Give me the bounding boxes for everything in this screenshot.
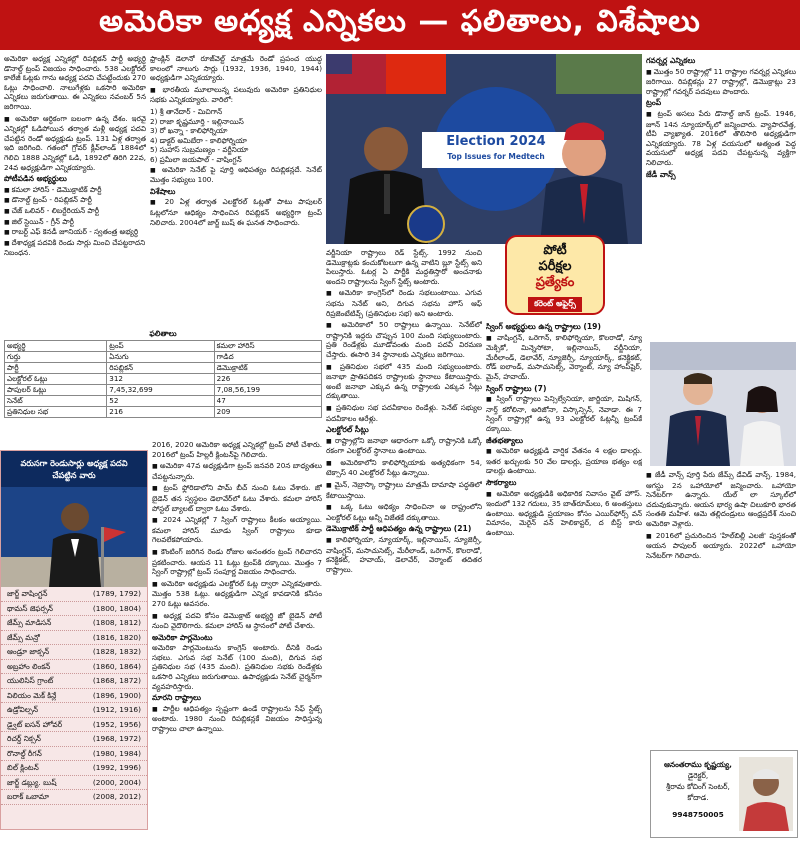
president-name: జేమ్స్ మాడిసన్ bbox=[7, 618, 52, 627]
candidate-item: ■ కమలా హారిస్ - డెమొక్రాటిక్ పార్టీ bbox=[4, 185, 146, 196]
president-name: డ్వైట్ ఐసన్ హోవర్ bbox=[7, 719, 63, 729]
candidate-item: ■ చేజ్ ఒలివర్ - లిబర్టేరియన్ పార్టీ bbox=[4, 206, 146, 217]
column-5b bbox=[646, 470, 796, 746]
candidate-item: ■ డొనాల్డ్ ట్రంప్ - రిపబ్లికన్ పార్టీ bbox=[4, 195, 146, 206]
table-cell: పార్టీ bbox=[5, 362, 107, 373]
table-cell: 47 bbox=[214, 395, 321, 406]
table-cell: గుర్తు bbox=[5, 351, 107, 362]
president-name: బిల్ క్లింటన్ bbox=[7, 763, 39, 772]
list-item: 3) రో ఖన్నా - కాలిఫోర్నియా bbox=[150, 126, 228, 136]
paragraph: ■ అమెరికా అధ్యక్షుడి వార్షిక వేతనం 4 లక్షల డాలర్లు. ఇతర ఖర్చులకు 50 వేల డాలర్లు, ప్రయాణ భత్యం లక్ష డాలర్లు ఉంటాయి. bbox=[486, 446, 642, 476]
photo-caption-subtitle: Top Issues for Medtech bbox=[447, 152, 545, 161]
parliament-heading: అమెరికా పార్లమెంటు bbox=[152, 632, 213, 642]
president-years: (1800, 1804) bbox=[92, 603, 141, 613]
headline-banner bbox=[0, 0, 800, 50]
table-cell: 216 bbox=[107, 406, 214, 417]
table-header-cell: కమలా హారిస్ bbox=[214, 340, 321, 351]
president-name: ఆండ్రూ జాక్సన్ bbox=[7, 647, 50, 656]
candidate-item: ■ రాబర్ట్ ఎఫ్ కెనడీ జూనియర్ - స్వతంత్ర అభ్యర్థి bbox=[4, 227, 146, 238]
results-table-block bbox=[4, 326, 322, 438]
president-item bbox=[1, 747, 147, 762]
table-row bbox=[5, 351, 322, 362]
photo-caption-title: Election 2024 bbox=[446, 134, 546, 149]
paragraph: ■ వాషింగ్టన్, ఒరెగాన్, కాలిఫోర్నియా, కొలరాడో, న్యూ మెక్సికో, మిన్నెసోటా, ఇల్లినాయిస్, వర్జీనియా, మేరీలాండ్, డెలావేర్, న్యూజెర్సీ, న్యూయార్క్, కనెక్టికట్, రోడ్ ఐలాండ్, మసాచుసెట్స్, వెర్మాంట్, న్యూ హాంప్‌షైర్, మైన్, హవాయ్. bbox=[486, 333, 642, 382]
list-item: 5) సుహాస్ సుబ్రమణ్యం - వర్జీనియా bbox=[150, 145, 249, 155]
paragraph: వర్జీనియా రాష్ట్రాలు రెడ్ స్టేట్స్. 1992 నుంచి డెమొక్రాట్లకు కంచుకోటలుగా ఉన్న వాటిని బ్లూ స్టేట్స్ అని పిలుస్తారు. ఓటర్ల ఏ పార్టీకి మద్దతిస్తారో అంచనాకు అందని రాష్ట్రాలను స్వింగ్ స్టేట్స్ అంటారు. bbox=[326, 248, 482, 286]
president-item bbox=[1, 703, 147, 718]
table-cell: డెమొక్రాటిక్ bbox=[214, 362, 321, 373]
column-3 bbox=[326, 248, 482, 836]
paragraph: ■ కౌంటింగ్ జరిగిన రెండు రోజుల అనంతరం ట్రంప్ గెలిచారని ప్రకటించారు. ఆయన 11 ఓట్లు ట్రంప్‌కి దక్కాయి. మొత్తం 7 స్వింగ్ రాష్ట్రాల్లో ట్రంప్ సంపూర్ణ విజయం సాధించారు. bbox=[152, 547, 322, 577]
column-1 bbox=[4, 54, 146, 324]
badge-line-1: పోటీ bbox=[543, 243, 567, 258]
paragraph: ■ భారతీయ మూలాలున్న పలువురు అమెరికా ప్రతినిధుల సభకు ఎన్నికయ్యారు. వారిలో: bbox=[150, 85, 322, 105]
author-text bbox=[657, 759, 739, 820]
paragraph: ■ అమెరికా 47వ అధ్యక్షుడిగా ట్రంప్ జనవరి 20న బాధ్యతలు చేపట్టనున్నారు. bbox=[152, 461, 322, 481]
table-row bbox=[5, 362, 322, 373]
intro-paragraph: ■ అమెరికా ఆర్థికంగా బలంగా ఉన్న దేశం. ఇరవై ఎన్నికల్లో ఓడిపోయిన తర్వాత మళ్లీ అధ్యక్ష పదవి చేపట్టిన రెండో అధ్యక్షుడు ట్రంప్. 131 ఏళ్ల తర్వాత ఇది జరిగింది. గతంలో గ్రోవర్ క్లీవ్‌లాండ్ 1884లో గెలిచి 1888 ఎన్నికల్లో ఓడి, 1892లో తిరిగి 22వ, 24వ అధ్యక్షుడిగా ఎన్నికయ్యారు. bbox=[4, 114, 146, 173]
table-cell: 7,45,32,699 bbox=[107, 384, 214, 395]
two-term-presidents-box bbox=[0, 450, 148, 830]
table-cell: గాడిద bbox=[214, 351, 321, 362]
author-role: డైరెక్టర్, bbox=[687, 771, 709, 780]
president-item bbox=[1, 674, 147, 689]
paragraph: ■ స్వింగ్ రాష్ట్రాలు పెన్సిల్వేనియా, జార్జియా, మిషిగన్, నార్త్ కరోలినా, అరిజోనా, విస్కాన్సిన్, నెవాడా. ఈ 7 స్వింగ్ రాష్ట్రాల్లో ఉన్న 93 ఎలక్టోరల్ ఓట్లన్నీ ట్రంప్‌కే దక్కాయి. bbox=[486, 394, 642, 433]
president-years: (1789, 1792) bbox=[92, 589, 141, 598]
paragraph: ■ కాలిఫోర్నియా, న్యూయార్క్, ఇల్లినాయిస్, న్యూజెర్సీ, వాషింగ్టన్, మసాచుసెట్స్, మేరీలాండ్, ఒరెగాన్, కొలరాడో, కనెక్టికట్, హవాయ్, డెలావేర్, వెర్మాంట్ తదితర రాష్ట్రాలు. bbox=[326, 535, 482, 574]
safe-states-paragraph: ■ పార్టీల ఆధిపత్యం స్పష్టంగా ఉండే రాష్ట్రాలను సేఫ్ స్టేట్స్ అంటారు. 1980 నుంచి రిపబ్లికన్లకే విజయం సాధిస్తున్న రాష్ట్రాలు చాలా ఉన్నాయి. bbox=[152, 704, 322, 734]
section-heading: సౌకర్యాలు bbox=[486, 477, 517, 487]
column-5 bbox=[646, 54, 796, 339]
democratic-states-heading: డెమొక్రాటిక్ పార్టీ ఆధిపత్యం ఉన్న రాష్ట్రాలు (21) bbox=[326, 524, 472, 534]
intro-paragraph: అమెరికా అధ్యక్ష ఎన్నికల్లో రిపబ్లికన్ పార్టీ అభ్యర్థి డొనాల్డ్ ట్రంప్ విజయం సాధించారు. 538 ఎలక్టోరల్ కాలేజీ ఓట్లకు గాను అధ్యక్ష పదవి చేపట్టేందుకు 270 ఓట్లు సాధించాలి. నాలుగేళ్లకు ఒకసారి అమెరికా ఎన్నికలు జరుగుతాయి. ఈ ఎన్నికలు నవంబర్ 5న జరిగాయి. bbox=[4, 54, 146, 111]
electoral-seats-heading: ఎలక్టోరల్ సీట్లు bbox=[326, 425, 369, 435]
paragraph: ■ ట్రంప్ అసలు పేరు డొనాల్డ్ జాన్ ట్రంప్. 1946, జూన్ 14న న్యూయార్క్‌లో జన్మించారు. వ్యాపారవేత్త, టీవీ వ్యాఖ్యాత. 2016లో తొలిసారి అధ్యక్షుడిగా ఎన్నికయ్యారు. 78 ఏళ్ల వయసులో అత్యంత పెద్ద వయసులో అధ్యక్ష పదవి చేపట్టనున్న వ్యక్తిగా నిలిచారు. bbox=[646, 109, 796, 168]
presidents-box-title: వరుసగా రెండుసార్లు అధ్యక్ష పదవి చేపట్టిన వారు bbox=[1, 451, 147, 487]
president-name: విలియం మెక్ కిన్లే bbox=[7, 690, 57, 700]
badge-line-3: ప్రత్యేకం bbox=[535, 275, 575, 290]
table-cell: పాపులర్ ఓట్లు bbox=[5, 384, 107, 395]
obama-image bbox=[1, 487, 147, 587]
paragraph: ■ మొత్తం 50 రాష్ట్రాల్లో 11 రాష్ట్రాల గవర్నర్ల ఎన్నికలు జరిగాయి. రిపబ్లికన్లు 27 రాష్ట్రాల్లో, డెమొక్రాట్లు 23 రాష్ట్రాల్లో గవర్నర్ పదవులు పొందారు. bbox=[646, 67, 796, 97]
president-years: (1808, 1812) bbox=[92, 618, 141, 627]
author-phone: 9948750005 bbox=[672, 810, 724, 819]
paragraph: ఫ్రాంక్లిన్ డెలానో రూజ్‌వెల్ట్ మాత్రమే రెండో ప్రపంచ యుద్ధ కాలంలో నాలుగు సార్లు (1932, 1936, 1940, 1944) అధ్యక్షుడిగా ఎన్నికయ్యారు. bbox=[150, 54, 322, 83]
section-heading: స్వింగ్ రాష్ట్రాలు (7) bbox=[486, 383, 547, 393]
president-item bbox=[1, 587, 147, 602]
author-org: శ్రీరామ కోచింగ్ సెంటర్, bbox=[666, 782, 730, 791]
president-item bbox=[1, 790, 147, 805]
president-years: (1968, 1972) bbox=[92, 734, 141, 743]
candidate-item: ■ దేశాధ్యక్ష పదవికి రెండు సార్లు మించి చేపట్టరాదని నిబంధన. bbox=[4, 238, 146, 258]
president-years: (2008, 2012) bbox=[92, 792, 141, 801]
table-row bbox=[5, 406, 322, 417]
president-item bbox=[1, 602, 147, 617]
table-header-cell: ట్రంప్ bbox=[107, 340, 214, 351]
paragraph: 2016, 2020 అమెరికా అధ్యక్ష ఎన్నికల్లో ట్రంప్ పోటీ చేశారు. 2016లో ట్రంప్ హిల్లరీ క్లింటన్‌పై గెలిచారు. bbox=[152, 440, 322, 459]
president-years: (1912, 1916) bbox=[92, 705, 141, 714]
president-name: బరాక్ ఒబామా bbox=[7, 792, 50, 801]
president-item bbox=[1, 761, 147, 776]
president-name: యులిసిస్ గ్రాంట్ bbox=[7, 676, 54, 685]
president-years: (1828, 1832) bbox=[92, 647, 141, 656]
president-name: అబ్రహాం లింకన్ bbox=[7, 661, 51, 671]
president-item bbox=[1, 616, 147, 631]
paragraph: ■ అధ్యక్ష పదవి కోసం డెమొక్రాట్ అభ్యర్థి జో బైడెన్ పోటీ నుంచి వైదొలిగారు. కమలా హారిస్ ఆ స్థానంలో పోటీ చేశారు. bbox=[152, 611, 322, 631]
headline: అమెరికా అధ్యక్ష ఎన్నికలు — ఫలితాలు, విశేషాలు bbox=[99, 4, 701, 39]
president-name: జార్జ్ వాషింగ్టన్ bbox=[7, 589, 48, 598]
president-years: (1980, 1984) bbox=[92, 748, 141, 758]
results-table-title: ఫలితాలు bbox=[149, 329, 177, 338]
paragraph: ■ 2016లో ప్రచురించిన 'హిల్‌బిల్లీ ఎలజీ' పుస్తకంతో ఆయన పాపులర్ అయ్యారు. 2022లో ఒహాయో సెనేటర్‌గా గెలిచారు. bbox=[646, 531, 796, 561]
paragraph: ■ అమెరికాలోని కాలిఫోర్నియాకు అత్యధికంగా 54, టెక్సాస్ 40 ఎలక్టోరల్ సీట్లు ఉన్నాయి. bbox=[326, 458, 482, 478]
president-name: జేమ్స్ మన్రో bbox=[7, 632, 40, 642]
candidate-item: ■ జిల్ స్టెయిన్ - గ్రీన్ పార్టీ bbox=[4, 217, 146, 228]
president-name: జార్జ్ డబ్ల్యు. బుష్ bbox=[7, 777, 57, 787]
president-years: (1860, 1864) bbox=[92, 661, 141, 671]
section-heading: గవర్నర్ల ఎన్నికలు bbox=[646, 56, 696, 65]
paragraph: ■ అమెరికా సెనేట్ పై పూర్తి ఆధిపత్యం రిపబ్లికన్లదే. సెనేట్ మొత్తం సభ్యులు 100. bbox=[150, 165, 322, 185]
president-item bbox=[1, 645, 147, 660]
president-name: రిచర్డ్ నిక్సన్ bbox=[7, 734, 41, 743]
paragraph: ■ ప్రతినిధుల సభ పదవీకాలం రెండేళ్లు. సెనేట్ సభ్యుల పదవీకాలం ఆరేళ్లు. bbox=[326, 403, 482, 423]
table-cell: సెనేట్ bbox=[5, 395, 107, 406]
president-name: ఉడ్రోవిల్సన్ bbox=[7, 705, 39, 714]
facts-paragraph: ■ 20 ఏళ్ల తర్వాత ఎలక్టోరల్ ఓట్లతో పాటు పాపులర్ ఓట్లలోనూ ఆధిక్యం సాధించిన రిపబ్లికన్ అభ్యర్థిగా ట్రంప్ నిలిచారు. 2004లో జార్జ్ బుష్ ఈ ఘనత సాధించారు. bbox=[150, 197, 322, 227]
results-table bbox=[4, 340, 322, 418]
badge-tag: కరెంట్ అఫైర్స్ bbox=[528, 297, 582, 312]
paragraph: ■ రాష్ట్రాల్లోని జనాభా ఆధారంగా ఒక్కో రాష్ట్రానికి ఒక్కో రకంగా ఎలక్టోరల్ స్థానాలు ఉంటాయి. bbox=[326, 436, 482, 456]
paragraph: ■ అమెరికా అధ్యక్షుడు ఎలక్టోరల్ ఓట్ల ద్వారా ఎన్నికవుతారు. మొత్తం 538 ఓట్లు. అధ్యక్షుడిగా ఎన్నిక కావడానికి కనీసం 270 ఓట్లు అవసరం. bbox=[152, 579, 322, 609]
special-edition-badge bbox=[505, 235, 605, 315]
table-row bbox=[5, 373, 322, 384]
safe-states-heading: మారని రాష్ట్రాలు bbox=[152, 693, 202, 703]
table-cell: 52 bbox=[107, 395, 214, 406]
president-years: (1952, 1956) bbox=[92, 719, 141, 729]
paragraph: ■ అమెరికా అధ్యక్షుడికి అధికారిక నివాసం వైట్ హౌస్. ఇందులో 132 గదులు, 35 బాత్‌రూమ్‌లు, 6 అంతస్తులు ఉంటాయి. అధ్యక్షుడి ప్రయాణం కోసం ఎయిర్‌ఫోర్స్ వన్ విమానం, మెరైన్ వన్ హెలికాప్టర్, ద బీస్ట్ కారు ఉంటాయి. bbox=[486, 489, 642, 538]
parliament-paragraph: అమెరికా పార్లమెంటును కాంగ్రెస్ అంటారు. దీనికి రెండు సభలు. ఎగువ సభ సెనేట్ (100 మంది), దిగువ సభ ప్రతినిధుల సభ (435 మంది). ప్రతినిధుల సభకు రెండేళ్లకు ఒకసారి ఎన్నికలు జరుగుతాయి. ఉపాధ్యక్షుడు సెనేట్ చైర్మన్‌గా వ్యవహరిస్తారు. bbox=[152, 643, 322, 691]
author-photo bbox=[739, 757, 793, 831]
paragraph: ■ ప్రతినిధుల సభలో 435 మంది సభ్యులుంటారు. జనాభా ప్రాతిపదికన రాష్ట్రాలకు స్థానాలు కేటాయిస్తారు. అంటే జనాభా ఎక్కువ ఉన్న రాష్ట్రాలకు ఎక్కువ సీట్లు దక్కుతాయి. bbox=[326, 362, 482, 401]
list-item: 2) రాజా కృష్ణమూర్తి - ఇల్లినాయిస్ bbox=[150, 116, 244, 126]
table-cell: 7,08,56,199 bbox=[214, 384, 321, 395]
president-name: థామస్ జెఫర్సన్ bbox=[7, 603, 53, 613]
vance-image bbox=[650, 342, 796, 466]
paragraph: ■ ట్రంప్ ఫ్లోరిడాలోని పామ్ బీచ్ నుంచి ఓటు వేశారు. జో బైడెన్ తన స్వస్థలం డెలావేర్‌లో ఓటు వేశారు. కమలా హారిస్ పోస్టల్ బ్యాలట్ ద్వారా ఓటు వేశారు. bbox=[152, 483, 322, 513]
column-2 bbox=[150, 54, 322, 324]
president-item bbox=[1, 689, 147, 704]
author-city: కోదాడ. bbox=[687, 793, 709, 802]
paragraph: ■ జేడీ వాన్స్ పూర్తి పేరు జేమ్స్ డేవిడ్ వాన్స్. 1984, ఆగస్టు 2న ఒహాయోలో జన్మించారు. ఒహాయో సెనేటర్‌గా ఉన్నారు. యేల్ లా స్కూల్‌లో చదువుకున్నారు. ఆయన భార్య ఉషా చిలుకూరి భారత సంతతి మహిళ. ఆమె తల్లిదండ్రులు ఆంధ్రప్రదేశ్ నుంచి అమెరికా వెళ్లారు. bbox=[646, 470, 796, 529]
author-box bbox=[650, 750, 798, 838]
president-years: (2000, 2004) bbox=[92, 777, 141, 787]
president-item bbox=[1, 631, 147, 646]
president-years: (1896, 1900) bbox=[92, 690, 141, 700]
paragraph: ■ ఒక్క ఓటు ఆధిక్యం సాధించినా ఆ రాష్ట్రంలోని ఎలక్టోరల్ ఓట్లు అన్నీ విజేతకే దక్కుతాయి. bbox=[326, 502, 482, 522]
president-years: (1816, 1820) bbox=[92, 632, 141, 642]
main-photo bbox=[326, 54, 642, 244]
badge-line-2: పరీక్షల bbox=[538, 259, 572, 274]
president-item bbox=[1, 718, 147, 733]
president-item bbox=[1, 732, 147, 747]
table-cell: 226 bbox=[214, 373, 321, 384]
vance-photo bbox=[650, 342, 796, 466]
table-cell: ఎలక్టోరల్ ఓట్లు bbox=[5, 373, 107, 384]
table-header-row bbox=[5, 340, 322, 351]
table-cell: ప్రతినిధుల సభ bbox=[5, 406, 107, 417]
paragraph: ■ అమెరికాలో 50 రాష్ట్రాలు ఉన్నాయి. సెనేట్‌లో రాష్ట్రానికి ఇద్దరు చొప్పున 100 మంది సభ్యులుంటారు. ప్రతి రెండేళ్లకు మూడోవంతు మంది పదవీ విరమణ చేస్తారు. ఈసారి 34 స్థానాలకు ఎన్నికలు జరిగాయి. bbox=[326, 320, 482, 359]
president-years: (1868, 1872) bbox=[92, 676, 141, 685]
president-item bbox=[1, 776, 147, 791]
column-4 bbox=[486, 320, 642, 836]
president-item bbox=[1, 660, 147, 675]
list-item: 4) డాక్టర్ అమిబేరా - కాలిఫోర్నియా bbox=[150, 135, 247, 145]
obama-photo bbox=[1, 487, 147, 587]
table-cell: 209 bbox=[214, 406, 321, 417]
table-header-cell: అభ్యర్థి bbox=[5, 340, 107, 351]
president-years: (1992, 1996) bbox=[92, 763, 141, 772]
facts-heading: విశేషాలు bbox=[150, 186, 176, 196]
paragraph: ■ అమెరికా కాంగ్రెస్‌లో రెండు సభలుంటాయి. ఎగువ సభను సెనేట్ అని, దిగువ సభను హౌస్ ఆఫ్ రిప్రజెంటేటివ్స్ (ప్రతినిధుల సభ) అని అంటారు. bbox=[326, 288, 482, 318]
section-heading: ట్రంప్ bbox=[646, 98, 662, 108]
table-cell: ఏనుగు bbox=[107, 351, 214, 362]
harris-trump-image bbox=[326, 54, 642, 244]
table-row bbox=[5, 384, 322, 395]
section-heading: స్వింగ్ అభ్యర్థులు ఉన్న రాష్ట్రాలు (19) bbox=[486, 322, 601, 331]
president-name: రొనాల్డ్ రీగన్ bbox=[7, 748, 42, 758]
candidates-heading: పోటీపడిన అభ్యర్థులు bbox=[4, 174, 67, 184]
section-heading: జేడీ వాన్స్ bbox=[646, 169, 676, 179]
list-item: 1) శ్రీ తానేదార్ - మిచిగాన్ bbox=[150, 106, 223, 116]
author-name: ఆనంతరాము కృష్ణయ్య, bbox=[664, 760, 732, 769]
paragraph: ■ 2024 ఎన్నికల్లో 7 స్వింగ్ రాష్ట్రాలు కీలకం అయ్యాయి. కమలా హారిస్ మూడు స్వింగ్ రాష్ట్రాలు కూడా గెలవలేకపోయారు. bbox=[152, 515, 322, 545]
table-cell: 312 bbox=[107, 373, 214, 384]
table-cell: రిపబ్లికన్ bbox=[107, 362, 214, 373]
table-row bbox=[5, 395, 322, 406]
list-item: 6) ప్రమీలా జయపాల్ - వాషింగ్టన్ bbox=[150, 154, 242, 164]
section-heading: జీతభత్యాలు bbox=[486, 435, 523, 445]
paragraph: ■ మైన్, నెబ్రాస్కా రాష్ట్రాలు మాత్రమే దామాషా పద్ధతిలో కేటాయిస్తాయి. bbox=[326, 480, 482, 500]
column-2b bbox=[152, 440, 322, 836]
